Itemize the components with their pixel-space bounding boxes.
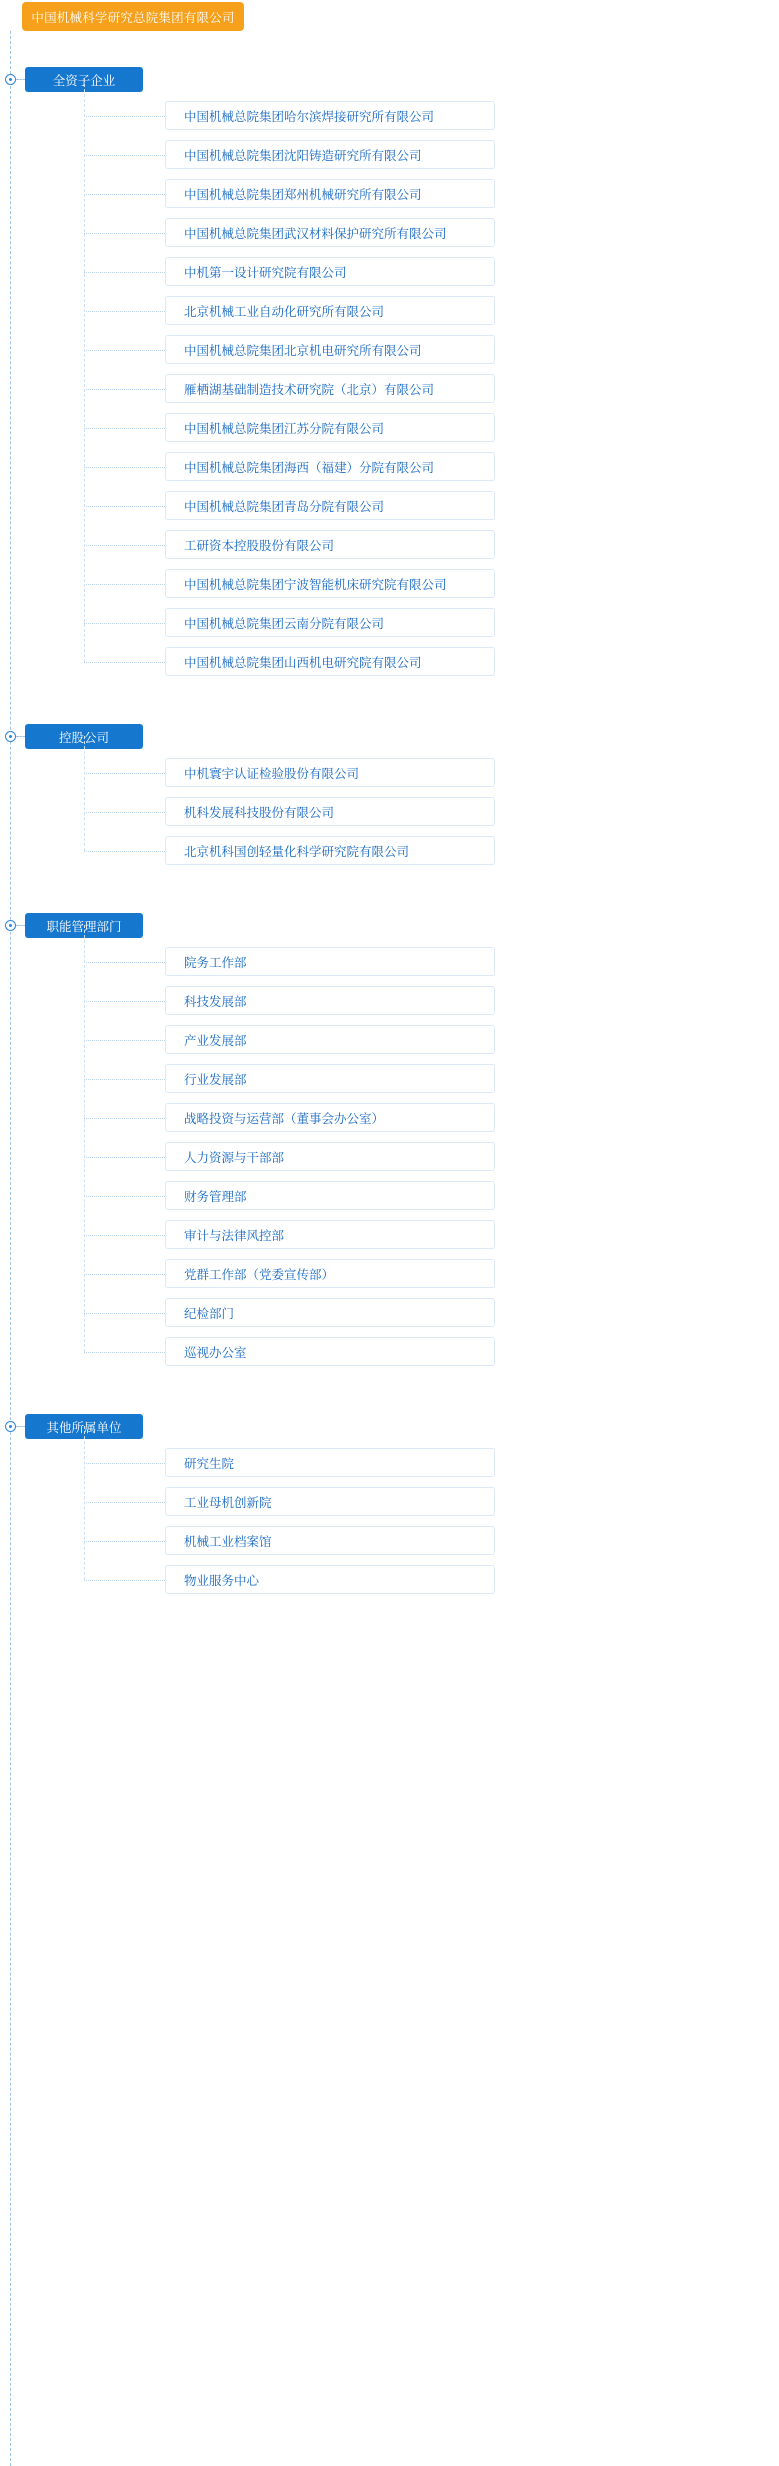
list-item[interactable]: 物业服务中心 [165,1565,495,1594]
list-item[interactable]: 研究生院 [165,1448,495,1477]
child-connector-line [84,272,165,273]
list-item[interactable]: 工研资本控股股份有限公司 [165,530,495,559]
child-connector-line [84,233,165,234]
child-connector-line [84,1580,165,1581]
list-item[interactable]: 巡视办公室 [165,1337,495,1366]
child-connector-line [84,962,165,963]
child-connector-line [84,155,165,156]
child-connector-line [84,545,165,546]
list-item[interactable]: 中国机械总院集团宁波智能机床研究院有限公司 [165,569,495,598]
list-item[interactable]: 党群工作部（党委宣传部） [165,1259,495,1288]
list-item[interactable]: 中国机械总院集团郑州机械研究所有限公司 [165,179,495,208]
trunk-line [10,31,11,2466]
child-connector-line [84,1040,165,1041]
child-connector-line [84,773,165,774]
list-item[interactable]: 中国机械总院集团青岛分院有限公司 [165,491,495,520]
list-item[interactable]: 工业母机创新院 [165,1487,495,1516]
child-connector-line [84,1157,165,1158]
list-item[interactable]: 科技发展部 [165,986,495,1015]
child-connector-line [84,1079,165,1080]
child-connector-line [84,1118,165,1119]
node-bullet-icon [5,74,16,85]
child-connector-line [84,194,165,195]
list-item[interactable]: 雁栖湖基础制造技术研究院（北京）有限公司 [165,374,495,403]
root-node[interactable]: 中国机械科学研究总院集团有限公司 [22,2,244,31]
list-item[interactable]: 中国机械总院集团哈尔滨焊接研究所有限公司 [165,101,495,130]
list-item[interactable]: 院务工作部 [165,947,495,976]
list-item[interactable]: 中国机械总院集团山西机电研究院有限公司 [165,647,495,676]
list-item[interactable]: 审计与法律风控部 [165,1220,495,1249]
node-bullet-icon [5,920,16,931]
list-item[interactable]: 纪检部门 [165,1298,495,1327]
node-bullet-icon [5,731,16,742]
node-bullet-icon [5,1421,16,1432]
list-item[interactable]: 行业发展部 [165,1064,495,1093]
list-item[interactable]: 战略投资与运营部（董事会办公室） [165,1103,495,1132]
child-connector-line [84,1352,165,1353]
child-connector-line [84,584,165,585]
list-item[interactable]: 中国机械总院集团云南分院有限公司 [165,608,495,637]
list-item[interactable]: 中国机械总院集团武汉材料保护研究所有限公司 [165,218,495,247]
child-connector-line [84,467,165,468]
list-item[interactable]: 产业发展部 [165,1025,495,1054]
list-item[interactable]: 中国机械总院集团北京机电研究所有限公司 [165,335,495,364]
child-connector-line [84,1235,165,1236]
list-item[interactable]: 机科发展科技股份有限公司 [165,797,495,826]
list-item[interactable]: 北京机科国创轻量化科学研究院有限公司 [165,836,495,865]
list-item[interactable]: 北京机械工业自动化研究所有限公司 [165,296,495,325]
child-connector-line [84,1313,165,1314]
branch-spine-line [84,79,85,662]
child-connector-line [84,428,165,429]
child-connector-line [84,1541,165,1542]
child-connector-line [84,116,165,117]
child-connector-line [84,350,165,351]
group-label-4[interactable]: 其他所属单位 [25,1414,143,1439]
list-item[interactable]: 中国机械总院集团江苏分院有限公司 [165,413,495,442]
group-label-2[interactable]: 控股公司 [25,724,143,749]
branch-spine-line [84,925,85,1352]
child-connector-line [84,1196,165,1197]
child-connector-line [84,311,165,312]
child-connector-line [84,851,165,852]
child-connector-line [84,1001,165,1002]
list-item[interactable]: 机械工业档案馆 [165,1526,495,1555]
list-item[interactable]: 中国机械总院集团海西（福建）分院有限公司 [165,452,495,481]
group-label-1[interactable]: 全资子企业 [25,67,143,92]
child-connector-line [84,1463,165,1464]
branch-spine-line [84,736,85,851]
child-connector-line [84,662,165,663]
group-label-3[interactable]: 职能管理部门 [25,913,143,938]
child-connector-line [84,1502,165,1503]
child-connector-line [84,623,165,624]
list-item[interactable]: 中机第一设计研究院有限公司 [165,257,495,286]
branch-spine-line [84,1426,85,1580]
list-item[interactable]: 中国机械总院集团沈阳铸造研究所有限公司 [165,140,495,169]
list-item[interactable]: 人力资源与干部部 [165,1142,495,1171]
list-item[interactable]: 中机寰宇认证检验股份有限公司 [165,758,495,787]
list-item[interactable]: 财务管理部 [165,1181,495,1210]
child-connector-line [84,812,165,813]
child-connector-line [84,1274,165,1275]
child-connector-line [84,506,165,507]
child-connector-line [84,389,165,390]
